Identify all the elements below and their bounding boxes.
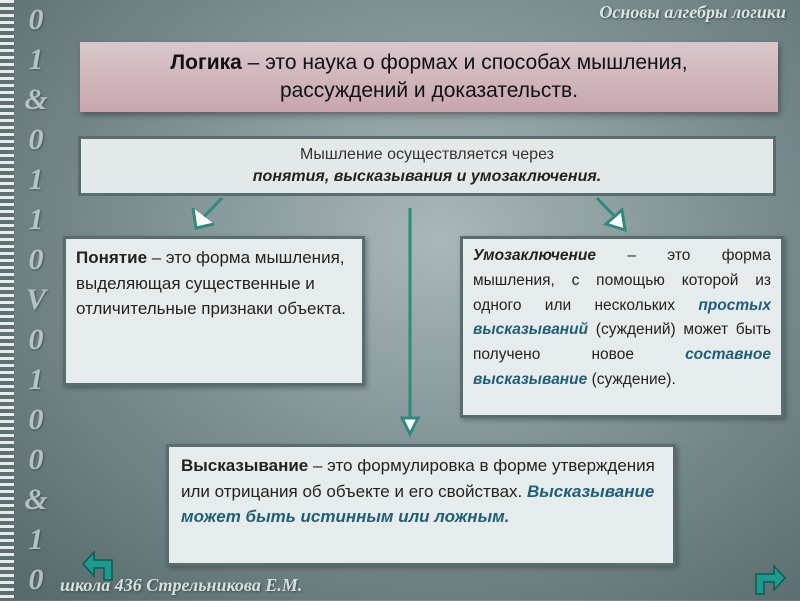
logic-definition-line2: рассуждений и доказательств. [279, 79, 579, 102]
concept-term: Понятие [76, 248, 148, 267]
side-digit: 0 [28, 443, 44, 476]
arrow-to-concept [199, 198, 222, 222]
inference-term: Умозаключение [473, 247, 596, 264]
logic-definition-line1: – это наука о формах и способах мышления, [241, 50, 688, 74]
concept-definition: – это форма мышления, выделяющая существенные и отличительные признаки объекта. [76, 248, 346, 318]
arrow-to-inference [597, 198, 620, 222]
side-digit: 1 [28, 163, 44, 196]
side-digit: 1 [28, 43, 44, 76]
side-digit: & [24, 483, 48, 516]
side-digit: V [25, 283, 46, 316]
logic-term: Логика [170, 50, 242, 74]
statement-box [166, 444, 676, 566]
inference-text-1: – это форма мышления, с помощью которой из одного или нескольких [473, 247, 771, 314]
concept-box [63, 236, 365, 386]
side-digit: 0 [28, 563, 44, 596]
arrow-to-inference-head [606, 210, 625, 230]
spiral-binding [0, 0, 14, 600]
inference-accent-simple: простых высказываний [473, 296, 771, 339]
side-digit: 0 [28, 323, 44, 356]
side-digit: & [24, 83, 48, 116]
side-digit: 1 [28, 203, 44, 236]
side-digit: 0 [28, 123, 44, 156]
thinking-through-line1: Мышление осуществляется через [300, 145, 554, 163]
arrow-to-concept-head [193, 208, 214, 228]
side-digit: 0 [28, 243, 44, 276]
thinking-through-box [78, 136, 776, 196]
arrow-to-statement-head [402, 418, 418, 434]
forward-arrow-icon[interactable] [748, 556, 788, 596]
header-title: Основы алгебры логики [599, 2, 786, 22]
inference-accent-compound: составное высказывание [473, 346, 771, 388]
side-digit: 1 [28, 363, 44, 396]
inference-box [460, 236, 784, 418]
thinking-through-line2: понятия, высказывания и умозаключения. [252, 168, 602, 185]
statement-term: Высказывание [181, 456, 309, 475]
side-digit: 0 [28, 3, 44, 36]
side-digit: 0 [28, 403, 44, 436]
logic-definition-box [80, 42, 778, 112]
inference-text-2: (суждений) может быть получено новое [473, 321, 771, 364]
side-digit: 1 [28, 523, 44, 556]
side-digits-decoration [16, 0, 56, 600]
statement-accent: Высказывание может быть истинным или ложным. [181, 481, 655, 526]
inference-text-3: (суждение). [587, 370, 676, 388]
footer-author: школа 436 Стрельникова Е.М. [60, 575, 303, 595]
statement-definition: – это формулировка в форме утверждения или отрицания об объекте и его свойствах. [181, 456, 655, 501]
